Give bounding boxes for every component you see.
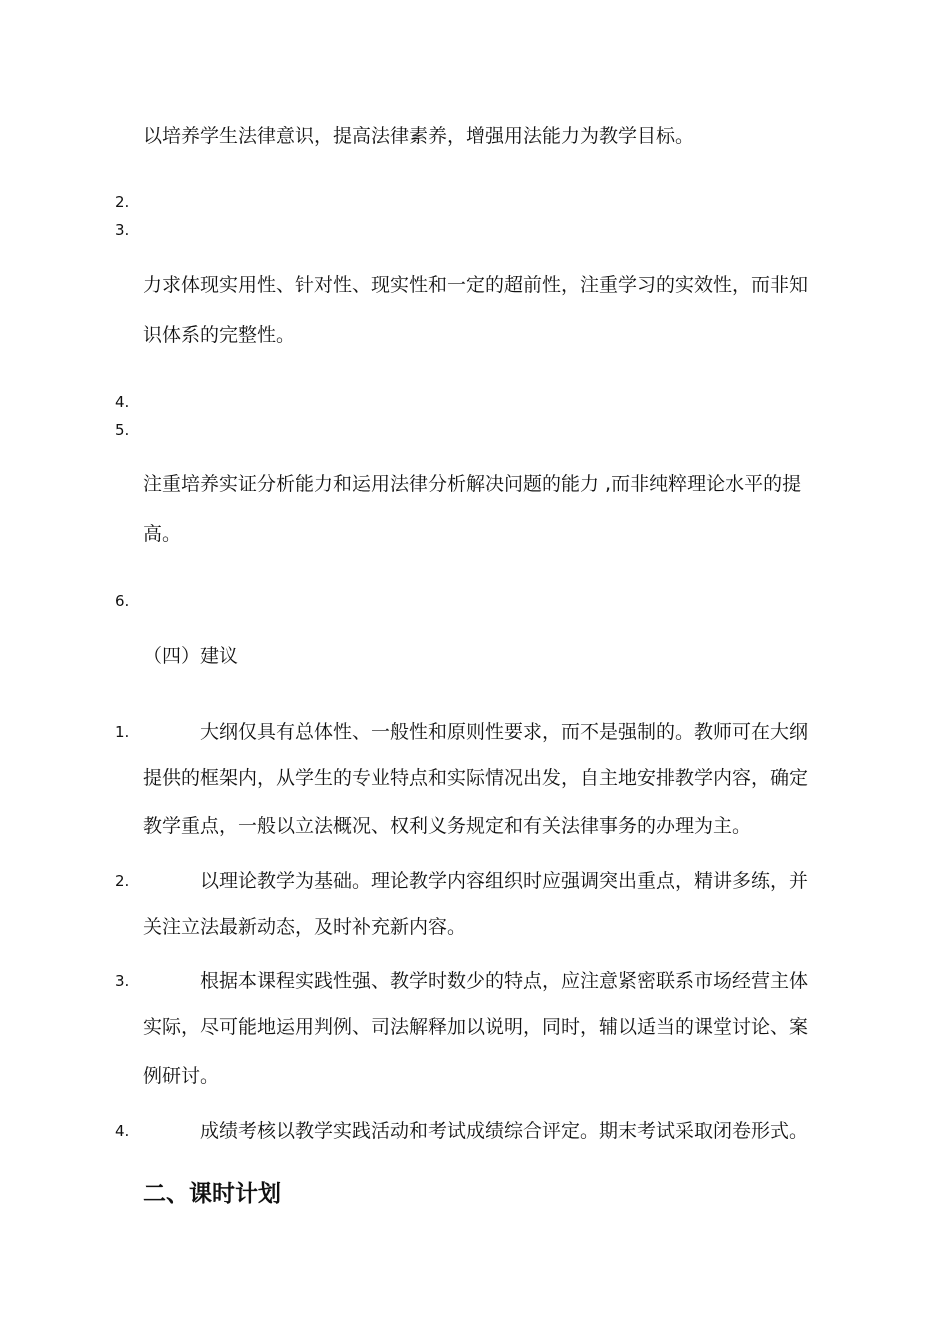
suggestion-line: 提供的框架内，从学生的专业特点和实际情况出发，自主地安排教学内容，确定 — [143, 767, 809, 789]
suggestion-line: 根据本课程实践性强、教学时数少的特点，应注意紧密联系市场经营主体 — [200, 970, 809, 992]
suggestion-line: 实际，尽可能地运用判例、司法解释加以说明，同时，辅以适当的课堂讨论、案 — [143, 1016, 809, 1038]
suggestion-marker: 4. — [115, 1122, 130, 1140]
suggestion-marker: 3. — [115, 972, 130, 990]
suggestion-line: 成绩考核以教学实践活动和考试成绩综合评定。期末考试采取闭卷形式。 — [200, 1120, 809, 1142]
suggestion-line: 例研讨。 — [143, 1065, 220, 1087]
practicality-paragraph-line: 力求体现实用性、针对性、现实性和一定的超前性，注重学习的实效性，而非知 — [143, 274, 809, 296]
ability-paragraph-line: 高。 — [143, 523, 182, 545]
objective-paragraph: 以培养学生法律意识，提高法律素养，增强用法能力为教学目标。 — [143, 125, 695, 147]
list-marker: 3. — [115, 221, 130, 239]
suggestion-line: 关注立法最新动态，及时补充新内容。 — [143, 916, 467, 938]
suggestions-heading: （四）建议 — [143, 645, 239, 667]
list-marker: 5. — [115, 421, 130, 439]
suggestion-line: 大纲仅具有总体性、一般性和原则性要求，而不是强制的。教师可在大纲 — [200, 721, 809, 743]
list-marker: 4. — [115, 393, 130, 411]
list-marker: 2. — [115, 193, 130, 211]
suggestion-line: 以理论教学为基础。理论教学内容组织时应强调突出重点，精讲多练，并 — [200, 870, 809, 892]
section-heading: 二、课时计划 — [143, 1181, 281, 1207]
list-marker: 6. — [115, 592, 130, 610]
ability-paragraph-line: 注重培养实证分析能力和运用法律分析解决问题的能力 ,而非纯粹理论水平的提 — [143, 473, 802, 495]
suggestion-marker: 2. — [115, 872, 130, 890]
practicality-paragraph-line: 识体系的完整性。 — [143, 324, 296, 346]
suggestion-marker: 1. — [115, 723, 130, 741]
suggestion-line: 教学重点，一般以立法概况、权利义务规定和有关法律事务的办理为主。 — [143, 815, 752, 837]
